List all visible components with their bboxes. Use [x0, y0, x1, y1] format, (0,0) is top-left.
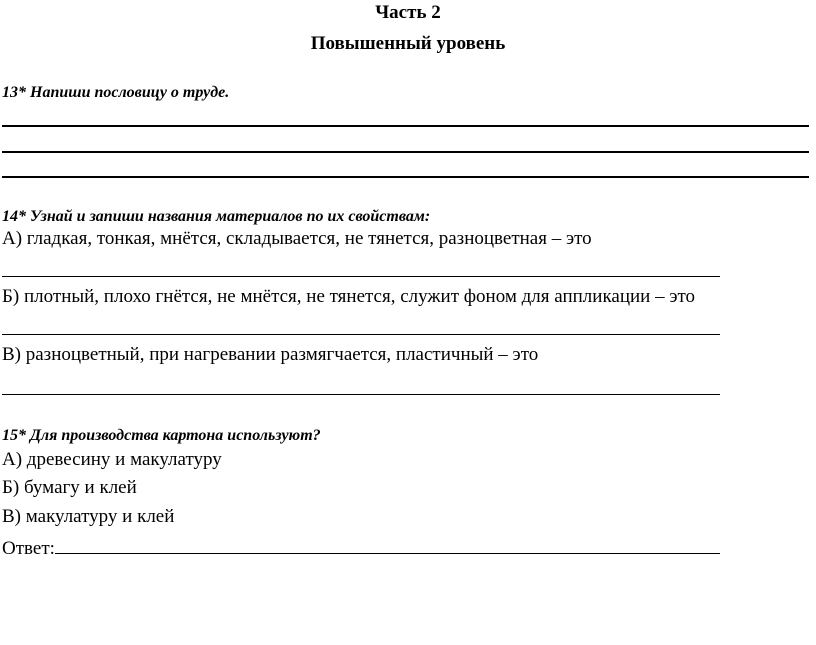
- task-15-option-a: А) древесину и макулатуру: [2, 449, 222, 470]
- answer-line-14-a[interactable]: [2, 276, 720, 277]
- answer-line-14-b[interactable]: [2, 334, 720, 335]
- part-title: Часть 2: [375, 2, 441, 23]
- task-14-item-a: А) гладкая, тонкая, мнётся, складывается, не тянется, разноцветная – это: [2, 228, 592, 249]
- task-13-prompt: 13* Напиши пословицу о труде.: [2, 84, 230, 101]
- task-15-prompt: 15* Для производства картона используют?: [2, 427, 321, 444]
- answer-line-13-3[interactable]: [2, 176, 809, 178]
- answer-line-13-1[interactable]: [2, 125, 809, 127]
- answer-line-14-c[interactable]: [2, 394, 720, 395]
- task-14-item-b: Б) плотный, плохо гнётся, не мнётся, не тянется, служит фоном для аппликации – это: [2, 286, 696, 307]
- task-14-prompt: 14* Узнай и запиши названия материалов по их свойствам:: [2, 208, 431, 225]
- task-14-item-c: В) разноцветный, при нагревании размягчается, пластичный – это: [2, 344, 539, 365]
- answer-line-15[interactable]: [55, 535, 720, 554]
- level-subtitle: Повышенный уровень: [310, 33, 506, 54]
- task-15-option-b: Б) бумагу и клей: [2, 477, 137, 498]
- task-15-option-c: В) макулатуру и клей: [2, 506, 175, 527]
- task-15-answer-row: [2, 535, 720, 560]
- answer-line-13-2[interactable]: [2, 151, 809, 153]
- answer-label: Ответ:: [2, 538, 55, 559]
